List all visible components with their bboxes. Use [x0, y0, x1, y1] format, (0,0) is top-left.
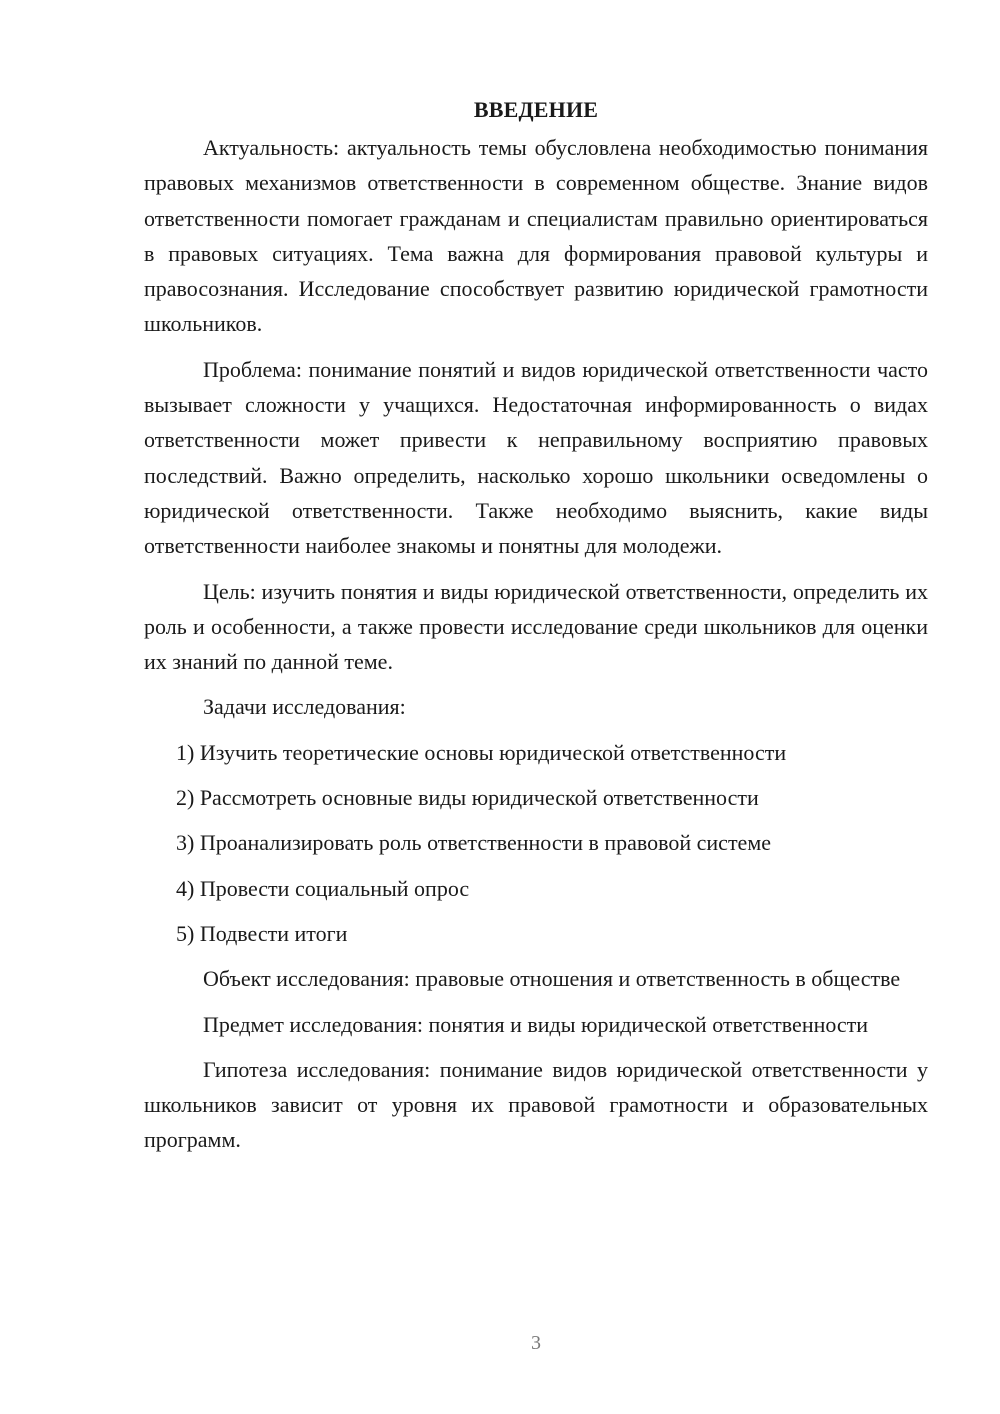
page-number: 3	[531, 1332, 541, 1354]
task-item-5: 5) Подвести итоги	[176, 920, 348, 946]
paragraph-subject: Предмет исследования: понятия и виды юридической ответственности	[203, 1011, 869, 1037]
paragraph-object: Объект исследования: правовые отношения и ответственность в обществе	[203, 966, 901, 992]
paragraph-goal: Цель: изучить понятия и виды юридической ответственности, определить их роль и особенности, а также провести исследование среди школьников для оценки их знаний по данной теме.	[144, 578, 928, 675]
task-item-4: 4) Провести социальный опрос	[176, 875, 470, 901]
task-item-1: 1) Изучить теоретические основы юридической ответственности	[176, 739, 787, 765]
task-item-2: 2) Рассмотреть основные виды юридической ответственности	[176, 785, 759, 811]
paragraph-hypothesis: Гипотеза исследования: понимание видов юридической ответственности у школьников зависит от уровня их правовой грамотности и образовательных программ.	[144, 1056, 928, 1153]
paragraph-problem: Проблема: понимание понятий и видов юридической ответственности часто вызывает сложности у учащихся. Недостаточная информированность о видах ответственности может привести к неправильному восприятию правовых последствий. Важно определить, насколько хорошо школьники осведомлены о юридической ответственности. Также необходимо выяснить, какие виды ответственности наиболее знакомы и понятны для молодежи.	[144, 356, 928, 559]
document-page	[144, 88, 928, 1168]
section-heading: ВВЕДЕНИЕ	[473, 97, 599, 122]
paragraph-relevance: Актуальность: актуальность темы обусловлена необходимостью понимания правовых механизмов ответственности в современном обществе. Знание видов ответственности помогает гражданам и специалистам правильно ориентироваться в правовых ситуациях. Тема важна для формирования правовой культуры и правосознания. Исследование способствует развитию юридической грамотности школьников.	[144, 135, 928, 337]
tasks-heading: Задачи исследования:	[203, 694, 406, 720]
task-list	[144, 735, 928, 951]
task-item-3: 3) Проанализировать роль ответственности в правовой системе	[176, 830, 772, 856]
